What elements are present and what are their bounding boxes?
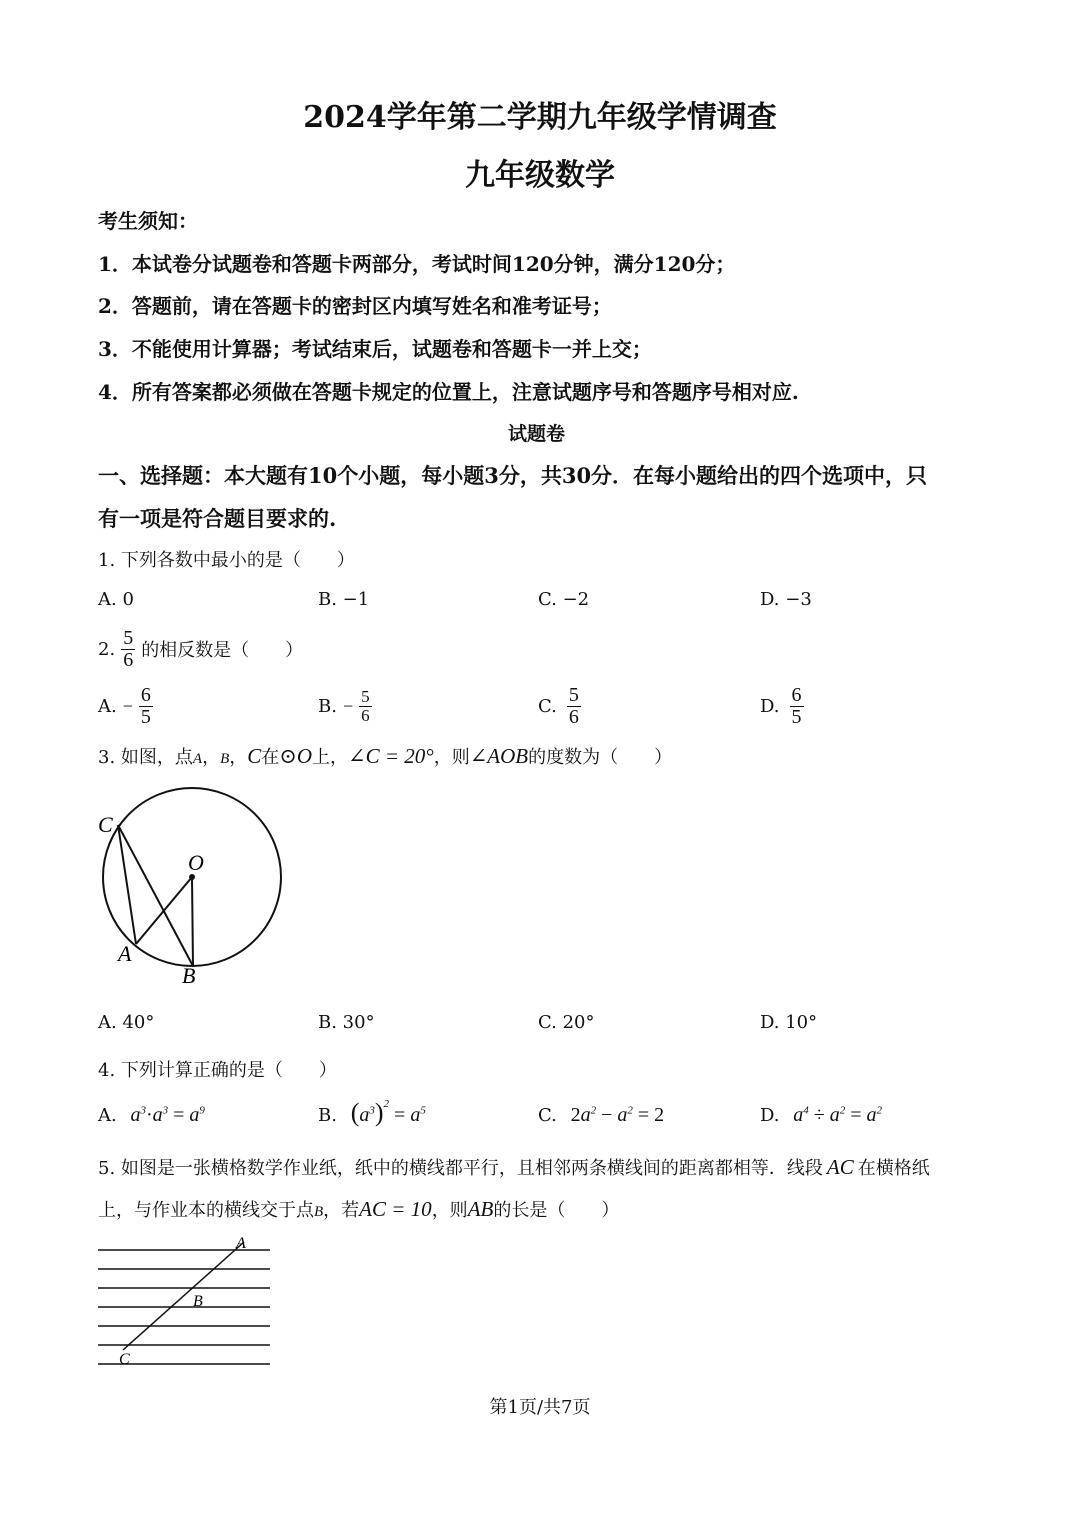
q4-option-b xyxy=(318,1098,426,1128)
q3-option-b: B. 30° xyxy=(318,1012,375,1033)
q2-stem-tail: 的相反数是（ ） xyxy=(141,640,304,661)
q2-option-b-sign: − xyxy=(342,695,354,716)
q3-stem-tail: 的度数为（ ） xyxy=(528,747,673,768)
q4-option-c-expr: $2a^2 - a^2 = 2$ xyxy=(570,1104,665,1126)
q2-stem xyxy=(98,624,303,674)
notice-item-1: 1．本试卷分试题卷和答题卡两部分，考试时间120分钟，满分120分； xyxy=(98,252,736,276)
q2-option-d-num: 6 xyxy=(791,683,802,706)
q2-option-a-sign: − xyxy=(122,695,133,716)
q5-stem-line1 xyxy=(98,1154,930,1180)
q3-label-o: O xyxy=(188,850,204,875)
q5-line2-then: ，则 xyxy=(431,1200,468,1221)
notice-item-3: 3．不能使用计算器；考试结束后，试题卷和答题卡一并上交； xyxy=(98,337,652,361)
q3-stem-then: ，则 xyxy=(433,747,470,768)
q5-segment-ab: AB xyxy=(467,1197,494,1221)
q1-option-c: C. −2 xyxy=(538,589,590,610)
q2-option-b-label: B. xyxy=(318,695,337,717)
q2-option-d-den: 5 xyxy=(791,705,802,728)
q2-number: 2. xyxy=(98,638,116,660)
q2-option-d-label: D. xyxy=(760,695,780,717)
q3-label-c: C xyxy=(98,812,113,837)
q3-option-d: D. 10° xyxy=(760,1012,818,1033)
q2-fraction-numerator: 5 xyxy=(123,626,134,649)
q5-line1-tail: 在横格纸 xyxy=(857,1158,930,1179)
q3-point-c: C xyxy=(247,744,262,768)
q2-option-b-num: 5 xyxy=(361,686,370,706)
q3-stem-mid: 在 xyxy=(261,747,280,768)
q1-stem: 1. 下列各数中最小的是（ ） xyxy=(98,550,355,571)
q2-option-b xyxy=(318,681,372,731)
q2-option-c-den: 6 xyxy=(568,705,579,728)
notice-heading: 考生须知： xyxy=(98,209,198,233)
q3-sep-1: ， xyxy=(202,747,221,768)
q3-segment-ob xyxy=(192,877,193,966)
q2-option-a-label: A. xyxy=(98,695,117,717)
q2-option-c-num: 5 xyxy=(568,683,579,706)
q4-option-c xyxy=(538,1104,664,1127)
q5-stem-line2 xyxy=(98,1196,619,1222)
q3-stem-on: 上， xyxy=(312,747,349,768)
q2-option-d xyxy=(760,681,804,731)
q4-option-a-label: A. xyxy=(98,1105,117,1126)
exam-subtitle: 九年级数学 xyxy=(465,158,615,193)
section-heading-line2: 有一项是符合题目要求的. xyxy=(98,506,337,531)
q4-stem: 4. 下列计算正确的是（ ） xyxy=(98,1060,337,1081)
q3-segment-ao xyxy=(136,877,192,944)
q3-stem-start: 3. 如图，点 xyxy=(98,747,193,768)
q5-condition: AC = 10 xyxy=(359,1197,432,1221)
q1-option-b: B. −1 xyxy=(318,589,370,610)
q5-line2-if: ，若 xyxy=(323,1200,360,1221)
q3-point-b: B xyxy=(220,751,230,767)
q4-option-c-label: C. xyxy=(538,1105,557,1126)
q2-option-c xyxy=(538,681,581,731)
section-heading-line1: 一、选择题：本大题有10个小题，每小题3分，共30分．在每小题给出的四个选项中，只 xyxy=(98,463,928,488)
q3-circle-figure xyxy=(92,780,292,990)
q5-ruled-paper-figure xyxy=(92,1232,282,1372)
paper-label: 试题卷 xyxy=(508,423,566,445)
q4-option-d-label: D. xyxy=(760,1105,780,1126)
q3-option-a: A. 40° xyxy=(98,1012,155,1033)
q2-option-a xyxy=(98,681,153,731)
q5-line2-tail: 的长是（ ） xyxy=(493,1200,620,1221)
q5-segment-ac: AC xyxy=(826,1155,854,1179)
q3-angle: ∠AOB xyxy=(469,744,529,768)
q3-stem xyxy=(98,743,672,769)
q5-label-b: B xyxy=(193,1293,203,1310)
q5-label-a: A xyxy=(236,1235,246,1252)
exam-title: 2024学年第二学期九年级学情调查 xyxy=(303,100,777,135)
q3-circle: ⊙O xyxy=(279,744,313,768)
q2-option-b-den: 6 xyxy=(361,705,370,725)
q2-option-a-den: 5 xyxy=(140,705,151,728)
q4-option-a-expr: $a^3\cdot a^3 = a^9$ xyxy=(130,1104,205,1126)
q1-option-d: D. −3 xyxy=(760,589,812,610)
q2-option-a-num: 6 xyxy=(140,683,151,706)
q5-line2-start: 上，与作业本的横线交于点 xyxy=(98,1200,314,1221)
page-footer: 第1页/共7页 xyxy=(489,1397,591,1418)
q1-option-a: A. 0 xyxy=(98,589,134,610)
q5-point-b: B xyxy=(314,1204,324,1220)
q3-sep-2: ， xyxy=(229,747,248,768)
notice-item-4: 4．所有答案都必须做在答题卡规定的位置上，注意试题序号和答题序号相对应. xyxy=(98,380,799,404)
q4-option-d-expr: $a^4 \div a^2 = a^2$ xyxy=(793,1104,883,1126)
q5-line1-text: 5. 如图是一张横格数学作业纸，纸中的横线都平行，且相邻两条横线间的距离都相等．线段 xyxy=(98,1158,823,1179)
q3-label-a: A xyxy=(118,941,132,966)
q3-option-c: C. 20° xyxy=(538,1012,595,1033)
notice-item-2: 2．答题前，请在答题卡的密封区内填写姓名和准考证号； xyxy=(98,294,612,318)
q5-segment-line xyxy=(123,1242,244,1350)
q2-fraction xyxy=(121,628,135,671)
q2-fraction-denominator: 6 xyxy=(123,648,134,671)
q5-label-c: C xyxy=(119,1351,130,1368)
q2-option-c-label: C. xyxy=(538,695,557,717)
q4-option-a xyxy=(98,1104,205,1127)
q4-option-b-label: B. xyxy=(318,1105,337,1126)
q4-option-d xyxy=(760,1104,882,1127)
q3-condition: ∠C = 20° xyxy=(348,744,434,768)
q3-label-b: B xyxy=(182,963,196,988)
q4-option-b-expr: $(a^3)^2 = a^5$ xyxy=(350,1098,426,1127)
q3-point-a: A xyxy=(192,751,203,767)
